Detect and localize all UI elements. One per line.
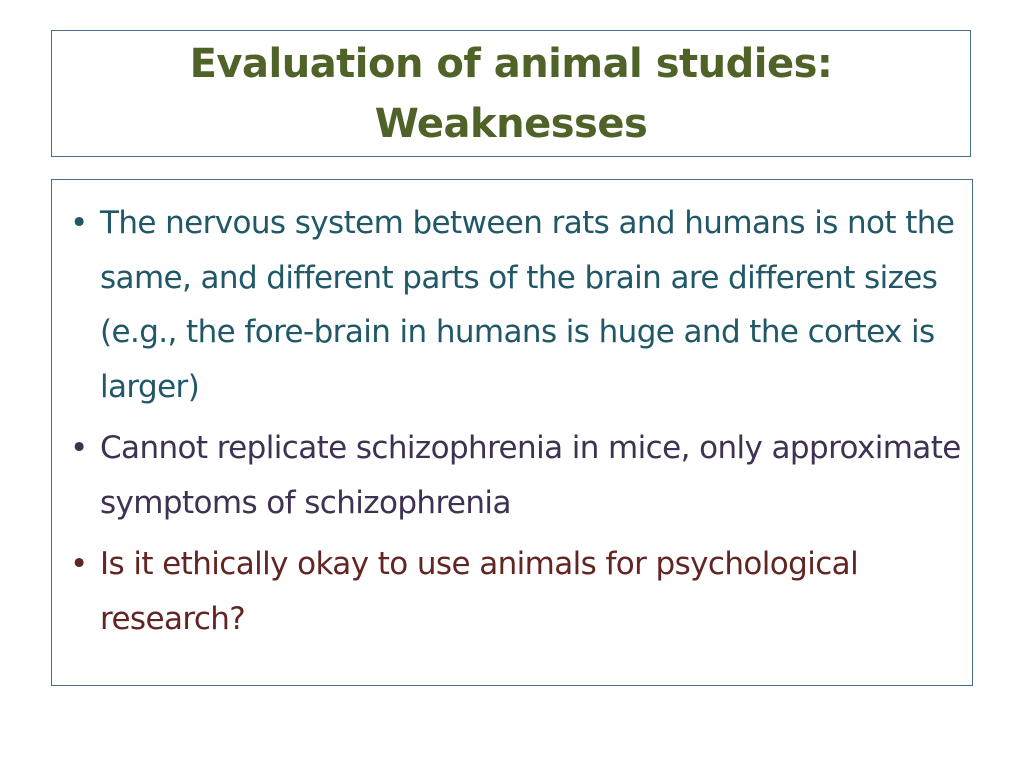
bullet-marker: • — [70, 546, 88, 582]
bullet-marker: • — [70, 205, 88, 241]
bullet-marker: • — [70, 430, 88, 466]
bullet-list — [52, 180, 972, 646]
bullet-text: Is it ethically okay to use animals for psychological research? — [100, 546, 859, 637]
bullet-text: The nervous system between rats and humans is not the same, and different parts of the brain are different sizes (e.g., the fore-brain in humans is huge and the cortex is larger) — [100, 205, 955, 405]
content-placeholder — [51, 179, 973, 686]
title-placeholder — [51, 30, 971, 157]
slide-title: Evaluation of animal studies: Weaknesses — [189, 40, 833, 147]
bullet-item-replicate-schizophrenia — [52, 421, 962, 530]
bullet-item-nervous-system — [52, 196, 962, 414]
bullet-text: Cannot replicate schizophrenia in mice, only approximate symptoms of schizophrenia — [100, 430, 961, 521]
bullet-item-ethics — [52, 537, 962, 646]
